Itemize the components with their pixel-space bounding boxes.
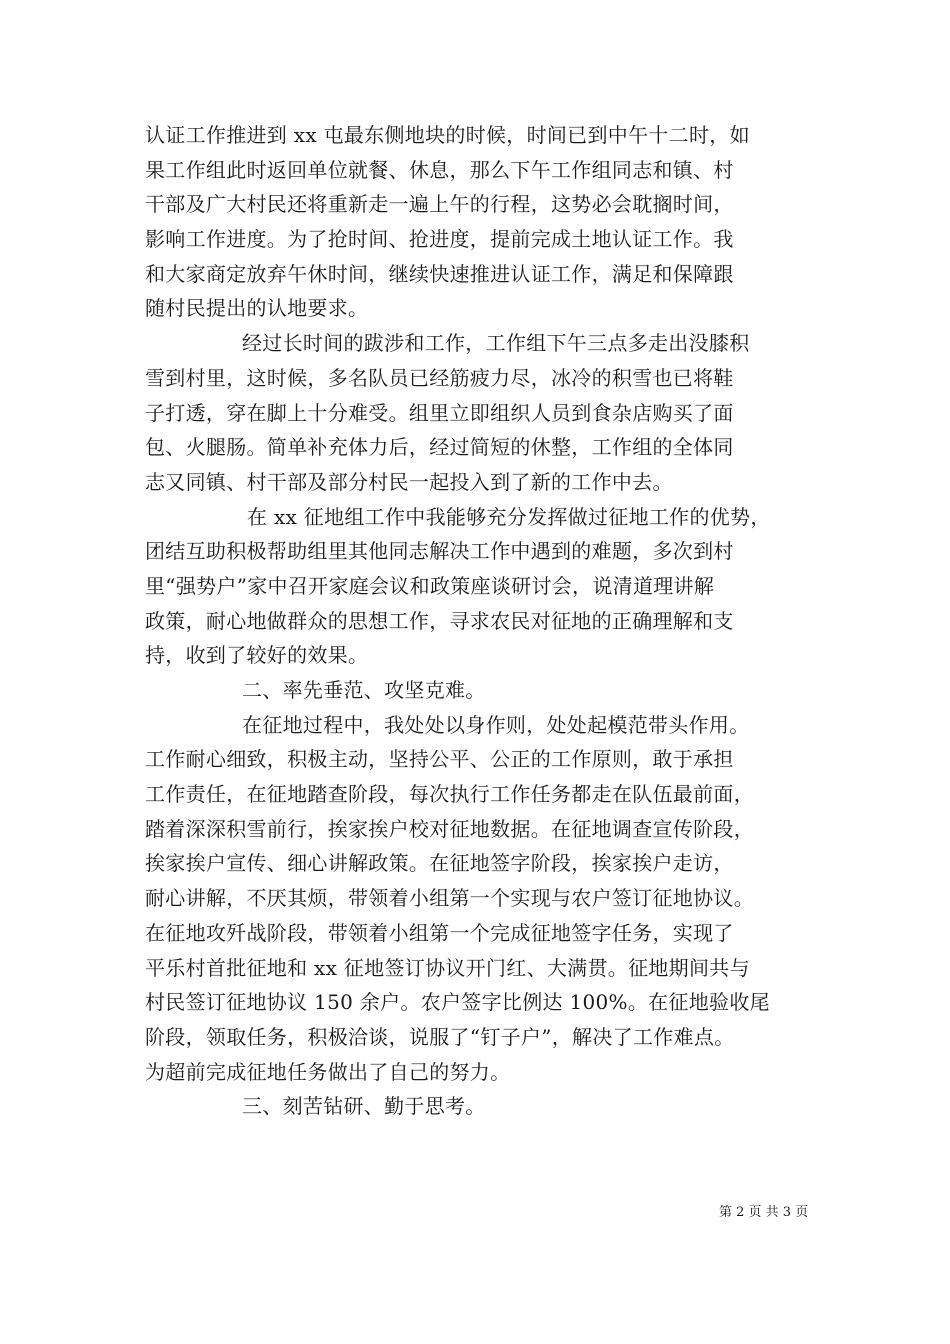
text-line: 认证工作推进到 xx 屯最东侧地块的时候，时间已到中午十二时，如 [145, 123, 750, 147]
text-line: 果工作组此时返回单位就餐、休息，那么下午工作组同志和镇、村 [145, 157, 734, 182]
text-line: 里“强势户”家中召开家庭会议和政策座谈研讨会，说清道理讲解 [145, 573, 715, 598]
text-line: 影响工作进度。为了抢时间、抢进度，提前完成土地认证工作。我 [145, 227, 734, 252]
text-line: 耐心讲解，不厌其烦，带领着小组第一个实现与农户签订征地协议。 [145, 886, 754, 911]
text-line: 持，收到了较好的效果。 [145, 643, 369, 668]
text-line: 志又同镇、村干部及部分村民一起投入到了新的工作中去。 [145, 469, 673, 494]
text-line: 阶段，领取任务，积极洽谈，说服了“钉子户”，解决了工作难点。 [145, 1024, 735, 1049]
text-line: 踏着深深积雪前行，挨家挨户校对征地数据。在征地调查宣传阶段， [145, 816, 754, 841]
text-line: 工作耐心细致，积极主动，坚持公平、公正的工作原则，敢于承担 [145, 747, 734, 772]
text-line: 三、刻苦钻研、勤于思考。 [242, 1094, 486, 1119]
text-line: 平乐村首批征地和 xx 征地签订协议开门红、大满贯。征地期间共与 [145, 955, 750, 980]
text-line: 村民签订征地协议 150 余户。农户签字比例达 100%。在征地验收尾 [145, 990, 770, 1015]
text-line: 经过长时间的跋涉和工作，工作组下午三点多走出没膝积 [242, 331, 750, 356]
text-line: 子打透，穿在脚上十分难受。组里立即组织人员到食杂店购买了面 [145, 400, 734, 425]
page-number: 第 2 页 共 3 页 [719, 1205, 809, 1220]
text-line: 随村民提出的认地要求。 [145, 296, 369, 321]
text-line: 干部及广大村民还将重新走一遍上午的行程，这势必会耽搁时间， [145, 192, 734, 217]
text-line: 在征地攻歼战阶段，带领着小组第一个完成征地签字任务，实现了 [145, 920, 734, 945]
text-line: 和大家商定放弃午休时间，继续快速推进认证工作，满足和保障跟 [145, 261, 734, 286]
text-line: 在 xx 征地组工作中我能够充分发挥做过征地工作的优势， [247, 504, 771, 529]
text-line: 挨家挨户宣传、细心讲解政策。在征地签字阶段，挨家挨户走访， [145, 851, 734, 876]
text-line: 雪到村里，这时候，多名队员已经筋疲力尽，冰冷的积雪也已将鞋 [145, 365, 734, 390]
text-line: 团结互助积极帮助组里其他同志解决工作中遇到的难题，多次到村 [145, 539, 734, 564]
text-line: 工作责任，在征地踏查阶段，每次执行工作任务都走在队伍最前面， [145, 782, 754, 807]
text-line: 在征地过程中，我处处以身作则，处处起模范带头作用。 [242, 712, 750, 737]
text-line: 二、率先垂范、攻坚克难。 [242, 678, 486, 702]
text-line: 为超前完成征地任务做出了自己的努力。 [145, 1059, 511, 1084]
body-text [145, 118, 810, 1124]
text-line: 政策，耐心地做群众的思想工作，寻求农民对征地的正确理解和支 [145, 608, 734, 633]
text-line: 包、火腿肠。简单补充体力后，经过简短的休整，工作组的全体同 [145, 435, 734, 460]
